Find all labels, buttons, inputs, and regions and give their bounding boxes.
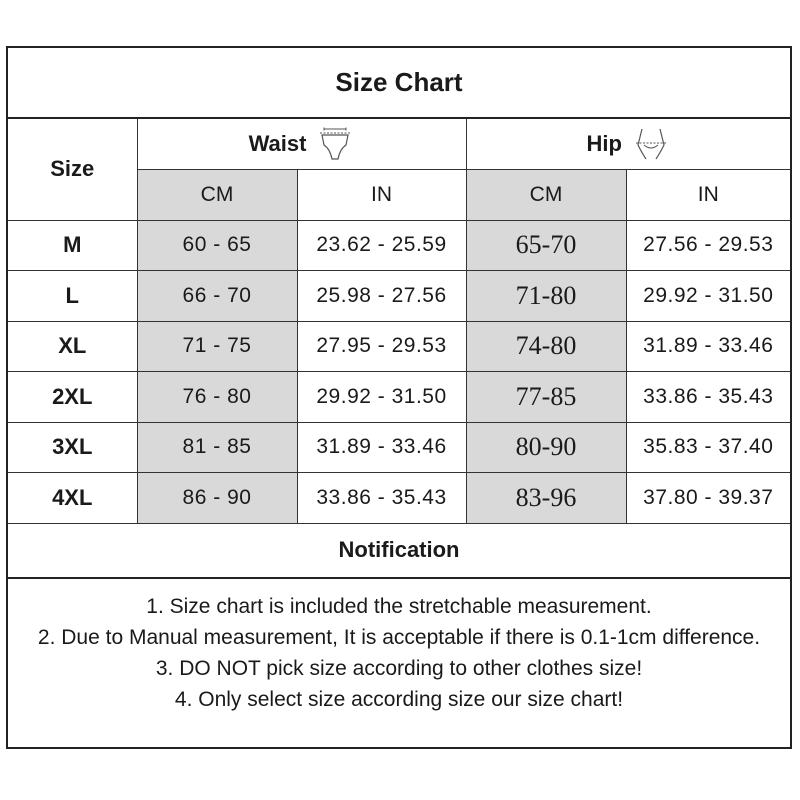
notification-line: 4. Only select size according size our size chart! <box>174 688 624 711</box>
notification-list <box>8 579 790 715</box>
size-cell: M <box>8 220 137 271</box>
hip-in-cell: 29.92 - 31.50 <box>626 271 790 322</box>
notification-title: Notification <box>8 523 790 579</box>
waist-in-cell: 25.98 - 27.56 <box>297 271 466 322</box>
hip-in-header: IN <box>626 169 790 220</box>
hip-in-cell: 35.83 - 37.40 <box>626 422 790 473</box>
waist-header-label: Waist <box>248 130 307 156</box>
hip-cm-cell: 83-96 <box>466 473 626 524</box>
size-cell: 3XL <box>8 422 137 473</box>
waist-cm-cell: 71 - 75 <box>137 321 297 372</box>
waist-cm-header: CM <box>137 169 297 220</box>
hip-header-label: Hip <box>586 130 622 156</box>
hip-cm-cell: 80-90 <box>466 422 626 473</box>
size-cell: 2XL <box>8 372 137 423</box>
size-cell: XL <box>8 321 137 372</box>
waist-group-header <box>137 119 466 169</box>
table-row <box>8 422 790 473</box>
hip-in-cell: 31.89 - 33.46 <box>626 321 790 372</box>
waist-in-cell: 29.92 - 31.50 <box>297 372 466 423</box>
hip-cm-header: CM <box>466 169 626 220</box>
hip-in-cell: 33.86 - 35.43 <box>626 372 790 423</box>
waist-cm-cell: 66 - 70 <box>137 271 297 322</box>
waist-in-cell: 27.95 - 29.53 <box>297 321 466 372</box>
size-table <box>8 119 790 524</box>
waist-measure-icon <box>316 127 354 161</box>
hip-cm-cell: 77-85 <box>466 372 626 423</box>
size-cell: L <box>8 271 137 322</box>
size-cell: 4XL <box>8 473 137 524</box>
hip-cm-cell: 65-70 <box>466 220 626 271</box>
waist-in-header: IN <box>297 169 466 220</box>
notification-line: 1. Size chart is included the stretchable measurement. <box>146 595 652 618</box>
notification-line: 3. DO NOT pick size according to other clothes size! <box>155 657 643 680</box>
hip-group-header <box>466 119 790 169</box>
hip-in-cell: 37.80 - 39.37 <box>626 473 790 524</box>
table-row <box>8 321 790 372</box>
table-row <box>8 271 790 322</box>
waist-in-cell: 33.86 - 35.43 <box>297 473 466 524</box>
hip-in-cell: 27.56 - 29.53 <box>626 220 790 271</box>
hip-cm-cell: 74-80 <box>466 321 626 372</box>
chart-title: Size Chart <box>8 48 790 119</box>
table-row <box>8 473 790 524</box>
waist-cm-cell: 60 - 65 <box>137 220 297 271</box>
size-chart-frame <box>6 46 792 749</box>
waist-cm-cell: 76 - 80 <box>137 372 297 423</box>
waist-cm-cell: 81 - 85 <box>137 422 297 473</box>
hip-cm-cell: 71-80 <box>466 271 626 322</box>
waist-in-cell: 23.62 - 25.59 <box>297 220 466 271</box>
hip-measure-icon <box>632 127 670 161</box>
size-column-header: Size <box>8 119 137 220</box>
notification-line: 2. Due to Manual measurement, It is acceptable if there is 0.1-1cm difference. <box>37 626 761 649</box>
table-row <box>8 372 790 423</box>
waist-cm-cell: 86 - 90 <box>137 473 297 524</box>
waist-in-cell: 31.89 - 33.46 <box>297 422 466 473</box>
table-row <box>8 220 790 271</box>
